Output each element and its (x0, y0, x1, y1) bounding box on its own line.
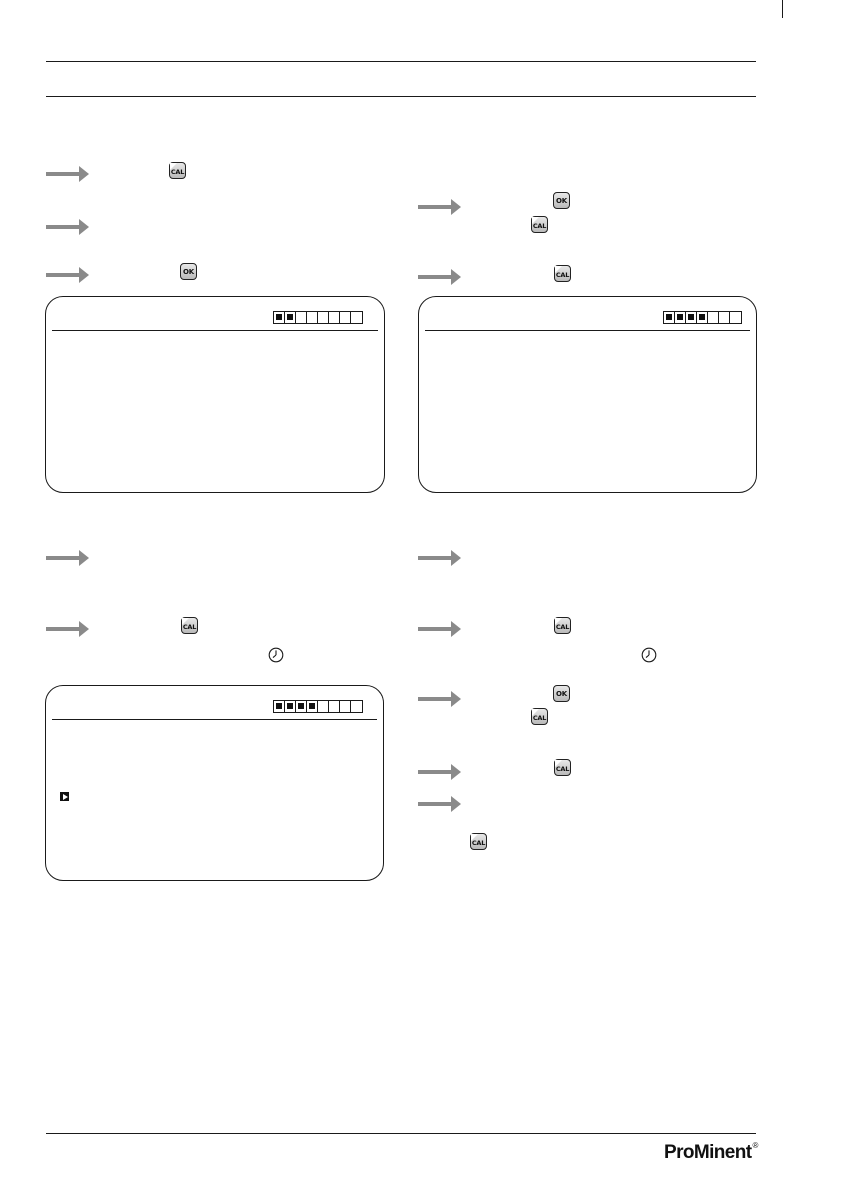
progress-indicator (273, 311, 363, 324)
step-arrow-icon (46, 549, 90, 567)
cal-key-icon: CAL (531, 708, 548, 725)
progress-segment-empty (719, 312, 730, 323)
cal-key-icon: CAL (181, 617, 198, 634)
progress-segment-empty (340, 701, 351, 712)
play-icon (60, 792, 69, 801)
progress-segment-filled (697, 312, 708, 323)
header-rule-bottom (46, 96, 756, 97)
brand-logo: ProMinent® (664, 1141, 758, 1163)
progress-segment-empty (351, 701, 362, 712)
ok-key-icon: OK (180, 263, 197, 280)
step-arrow-icon (418, 620, 462, 638)
progress-segment-filled (274, 312, 285, 323)
step-arrow-icon (418, 549, 462, 567)
progress-segment-filled (274, 701, 285, 712)
progress-segment-empty (329, 701, 340, 712)
lcd-divider (52, 330, 378, 331)
cal-key-icon: CAL (169, 162, 186, 179)
progress-segment-empty (351, 312, 362, 323)
step-arrow-icon (418, 795, 462, 813)
step-arrow-icon (46, 165, 90, 183)
ok-key-icon: OK (553, 192, 570, 209)
lcd-display-1 (45, 296, 385, 493)
progress-segment-empty (307, 312, 318, 323)
progress-segment-empty (318, 701, 329, 712)
cal-key-icon: CAL (554, 759, 571, 776)
progress-segment-empty (340, 312, 351, 323)
progress-segment-empty (329, 312, 340, 323)
progress-segment-empty (296, 312, 307, 323)
progress-segment-empty (730, 312, 741, 323)
lcd-display-3 (45, 685, 384, 881)
lcd-display-2 (418, 296, 757, 493)
clock-icon (641, 647, 657, 663)
progress-indicator (273, 700, 363, 713)
progress-segment-filled (296, 701, 307, 712)
cal-key-icon: CAL (531, 216, 548, 233)
step-arrow-icon (418, 763, 462, 781)
clock-icon (268, 647, 284, 663)
step-arrow-icon (46, 218, 90, 236)
progress-segment-filled (285, 701, 296, 712)
progress-indicator (663, 311, 742, 324)
progress-segment-filled (675, 312, 686, 323)
progress-segment-filled (307, 701, 318, 712)
lcd-divider (52, 719, 377, 720)
progress-segment-filled (686, 312, 697, 323)
crop-mark (782, 0, 783, 18)
cal-key-icon: CAL (554, 617, 571, 634)
ok-key-icon: OK (553, 685, 570, 702)
progress-segment-filled (285, 312, 296, 323)
header-rule-top (46, 61, 756, 62)
step-arrow-icon (418, 268, 462, 286)
cal-key-icon: CAL (554, 265, 571, 282)
step-arrow-icon (46, 620, 90, 638)
progress-segment-empty (708, 312, 719, 323)
step-arrow-icon (418, 198, 462, 216)
lcd-divider (425, 330, 750, 331)
step-arrow-icon (46, 266, 90, 284)
footer-rule (46, 1133, 756, 1134)
progress-segment-empty (318, 312, 329, 323)
cal-key-icon: CAL (470, 833, 487, 850)
step-arrow-icon (418, 690, 462, 708)
progress-segment-filled (664, 312, 675, 323)
